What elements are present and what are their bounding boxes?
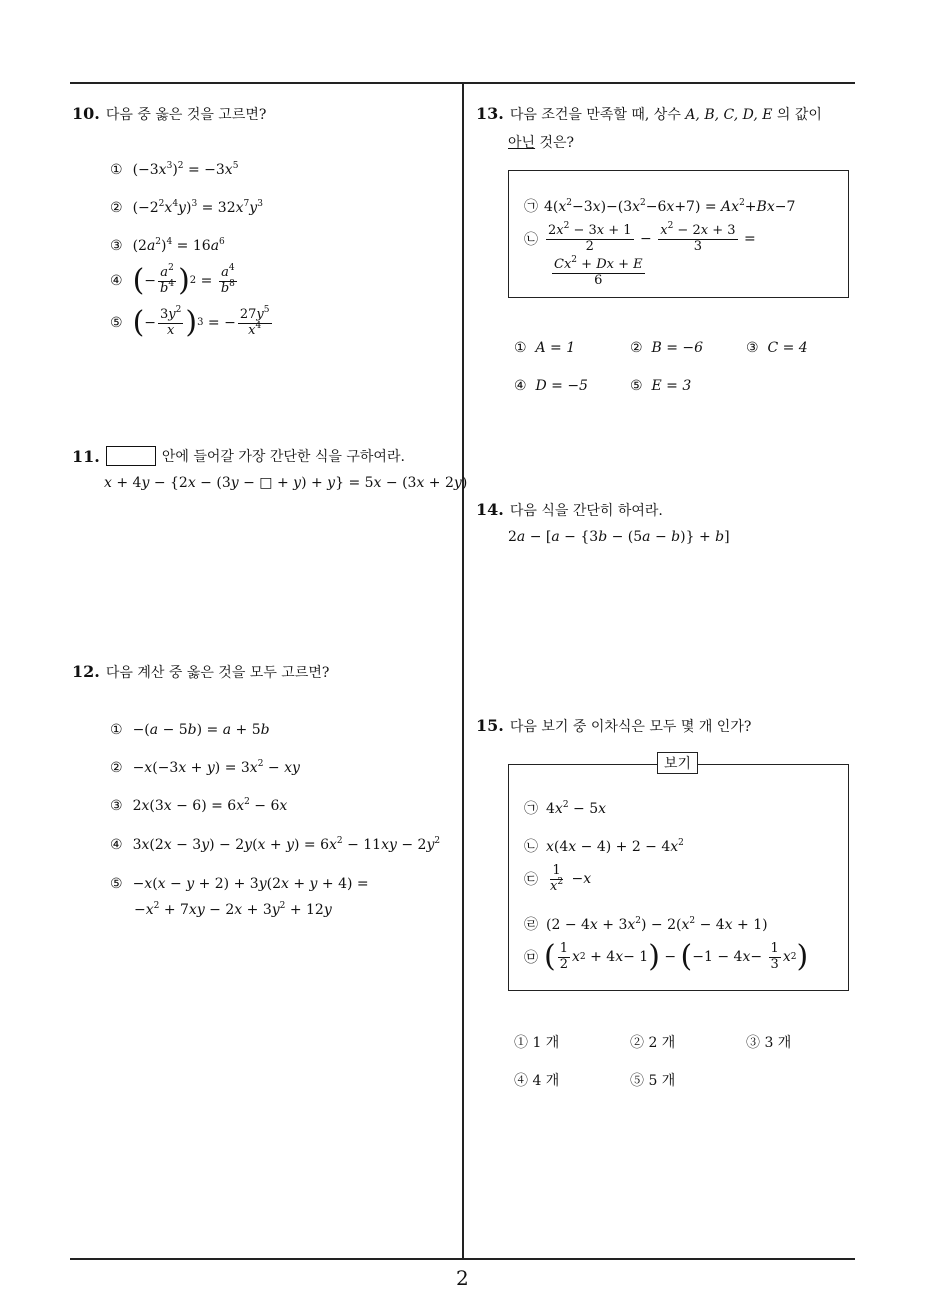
q13-choice-4[interactable]: ④ D = −5 — [514, 378, 588, 394]
q13-choice-3[interactable]: ③ C = 4 — [746, 340, 808, 356]
question-text: 다음 계산 중 옳은 것을 모두 고르면? — [105, 665, 330, 681]
q15-choice-5[interactable]: ⑤ 5 개 — [630, 1073, 676, 1089]
q15-item-2: ㉡ $x(4x - 4) + 2 - 4x^2$ — [524, 838, 684, 855]
choice-formula: $(-2^2x^4y)^3 = 32x^7y^3$ — [132, 199, 263, 216]
question-text: 다음 식을 간단히 하여라. — [509, 503, 663, 519]
question-13-line2 — [508, 132, 574, 152]
choice-formula: ( − $\frac{a^2}{b^4}$ ) 2 = $\frac{a^4}{b^8}$ — [132, 263, 235, 299]
question-12 — [72, 662, 329, 682]
q12-choice-3[interactable] — [110, 798, 287, 814]
column-divider — [462, 83, 464, 1258]
choice-mark: ② — [110, 760, 123, 776]
q15-item-1: ㉠ $4x^2 - 5x$ — [524, 800, 607, 817]
question-14 — [476, 500, 663, 520]
q11-equation: x + 4y − {2x − (3y − □ + y) + y} = 5x − (3x + 2y) — [104, 475, 468, 491]
choice-formula: $(-3x^3)^2 = -3x^5$ — [132, 161, 239, 178]
q12-choice-1[interactable] — [110, 722, 270, 738]
choice-value: D = −5 — [535, 378, 588, 394]
question-number: 13. — [476, 104, 504, 123]
question-13 — [476, 104, 822, 124]
question-text: 다음 중 옳은 것을 고르면? — [105, 107, 267, 123]
question-number: 11. — [72, 446, 100, 466]
choice-mark: ② — [110, 200, 123, 216]
question-number: 15. — [476, 716, 504, 735]
choice-mark: ① — [110, 722, 123, 738]
item-mark: ㉢ — [524, 872, 538, 889]
choice-mark: ③ — [110, 798, 123, 814]
item-mark: ㉣ — [524, 917, 538, 933]
q10-choice-4[interactable] — [110, 263, 239, 299]
q10-choice-1[interactable] — [110, 162, 238, 178]
choice-value: C = 4 — [767, 340, 808, 356]
choice-mark: ⑤ — [110, 876, 123, 892]
choice-formula: $-x(-3x + y) = 3x^2$ − xy — [132, 759, 300, 776]
condition-mark: ㉠ — [524, 199, 538, 215]
choice-mark: ④ — [110, 273, 123, 290]
question-number: 12. — [72, 662, 100, 681]
q15-item-5: ㉤ ( $\frac{1}{2}$ x 2 + 4 x − 1 ) − ( −1 − 4 x − $\frac{1}{3}$ x 2 ) — [524, 939, 809, 975]
question-text: 의 값이 — [772, 107, 822, 123]
q13-choice-2[interactable]: ② B = −6 — [630, 340, 704, 356]
question-text: 다음 조건을 만족할 때, 상수 — [509, 107, 686, 123]
choice-formula: −(a − 5b) = a + 5b — [132, 722, 270, 738]
q12-choice-2[interactable] — [110, 760, 300, 776]
choice-value: A = 1 — [535, 340, 576, 356]
q15-item-3: ㉢ $\frac{1}{x^2}$ − x — [524, 863, 592, 894]
q13-condition-2-rhs: $\frac{Cx^2 + Dx + E}{6}$ — [554, 255, 643, 288]
choice-formula: $(2a^2)^4 = 16a^6$ — [132, 237, 225, 254]
answer-blank-box — [106, 446, 156, 466]
choice-mark: ⑤ — [110, 315, 123, 332]
question-text: 안에 들어갈 가장 간단한 식을 구하여라. — [161, 449, 405, 465]
item-mark: ㉤ — [524, 950, 538, 967]
q15-choice-1[interactable]: ① 1 개 — [514, 1035, 560, 1051]
choice-formula: $3x(2x - 3y) - 2y(x + y) = 6x^2 - 11xy - 2y^2$ — [132, 836, 441, 853]
q10-choice-3[interactable] — [110, 238, 225, 254]
q12-choice-5-cont: $-x^2 + 7xy - 2x + 3y^2 + 12y$ — [134, 901, 332, 918]
underlined-word: 아닌 — [508, 135, 536, 151]
q12-choice-4[interactable] — [110, 837, 440, 853]
bogi-label: 보기 — [657, 752, 698, 774]
question-number: 10. — [72, 104, 100, 123]
choice-mark: ④ — [110, 837, 123, 853]
q15-choice-2[interactable]: ② 2 개 — [630, 1035, 676, 1051]
q13-choice-5[interactable]: ⑤ E = 3 — [630, 378, 692, 394]
q15-item-4: ㉣ $(2 - 4x + 3x^2) - 2(x^2 - 4x + 1)$ — [524, 916, 768, 933]
choice-formula: $2x(3x - 6) = 6x^2 - 6x$ — [132, 797, 288, 814]
q12-choice-5[interactable] — [110, 876, 369, 892]
choice-value: E = 3 — [651, 378, 692, 394]
q10-choice-2[interactable] — [110, 200, 263, 216]
q15-choice-3[interactable]: ③ 3 개 — [746, 1035, 792, 1051]
choice-mark: ① — [110, 162, 123, 178]
question-text: 것은? — [535, 135, 575, 151]
q13-choice-1[interactable]: ① A = 1 — [514, 340, 576, 356]
q14-expression: 2a − [a − {3b − (5a − b)} + b] — [508, 529, 730, 545]
choice-formula: ( − $\frac{3y^2}{x}$ ) 3 = − $\frac{27y^5}{x^4}$ — [132, 305, 270, 341]
item-mark: ㉠ — [524, 801, 538, 817]
q15-choice-4[interactable]: ④ 4 개 — [514, 1073, 560, 1089]
page-number: 2 — [456, 1266, 469, 1290]
choice-mark: ③ — [110, 238, 123, 254]
question-number: 14. — [476, 500, 504, 519]
question-11 — [72, 446, 405, 466]
question-10 — [72, 104, 266, 124]
bottom-rule — [70, 1258, 855, 1260]
question-text: 다음 보기 중 이차식은 모두 몇 개 인가? — [509, 719, 752, 735]
q10-choice-5[interactable] — [110, 305, 274, 341]
item-mark: ㉡ — [524, 839, 538, 855]
question-vars: A, B, C, D, E — [685, 107, 773, 123]
q13-condition-1: ㉠ $4(x^2-3x)-(3x^2-6x+7) = Ax^2+Bx-7$ — [524, 198, 796, 215]
choice-value: B = −6 — [651, 340, 704, 356]
q13-condition-2: ㉡ $\frac{2x^2 - 3x + 1}{2}$ − $\frac{x^2 - 2x + 3}{3}$ = — [524, 221, 756, 254]
condition-mark: ㉡ — [524, 232, 538, 249]
choice-formula: −x(x − y + 2) + 3y(2x + y + 4) = — [132, 876, 369, 892]
question-15 — [476, 716, 751, 736]
